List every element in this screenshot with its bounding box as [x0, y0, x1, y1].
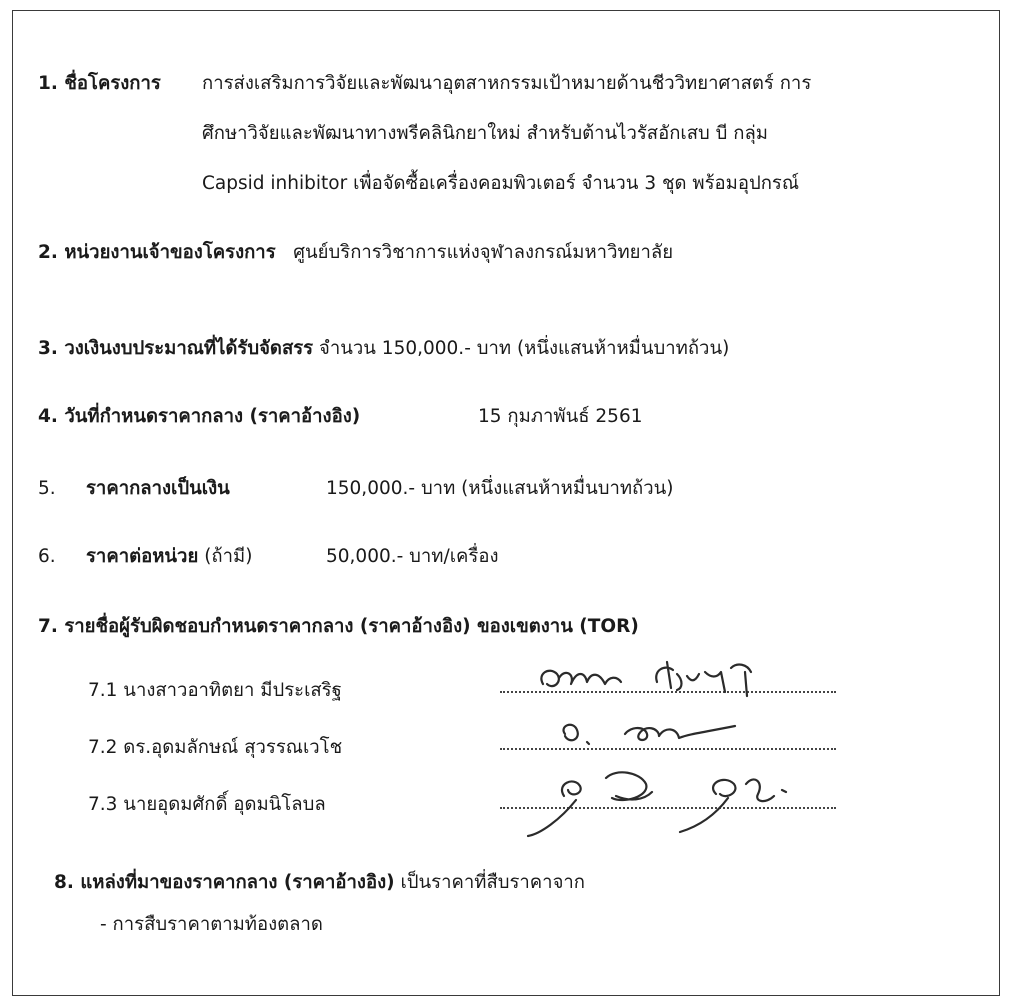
price-source-row	[54, 870, 585, 896]
budget-value: จำนวน 150,000.- บาท (หนึ่งแสนห้าหมื่นบาทถ้วน)	[319, 338, 730, 359]
committee-member-2: 7.2 ดร.อุดมลักษณ์ สุวรรณเวโช	[88, 737, 343, 758]
unit-price-label: ราคาต่อหน่วย	[86, 546, 199, 567]
project-owner-value: ศูนย์บริการวิชาการแห่งจุฬาลงกรณ์มหาวิทยาลัย	[293, 242, 674, 263]
price-source-label: 8. แหล่งที่มาของราคากลาง (ราคาอ้างอิง)	[54, 872, 395, 893]
project-name-line-3: Capsid inhibitor เพื่อจัดซื้อเครื่องคอมพิวเตอร์ จำนวน 3 ชุด พร้อมอุปกรณ์	[202, 173, 800, 194]
reference-date-label: 4. วันที่กำหนดราคากลาง (ราคาอ้างอิง)	[38, 406, 361, 427]
unit-price-label-row	[86, 544, 252, 570]
price-source-label-rest: เป็นราคาที่สืบราคาจาก	[400, 872, 586, 893]
budget-row	[38, 336, 729, 362]
unit-price-number: 6.	[38, 546, 56, 567]
budget-label: 3. วงเงินงบประมาณที่ได้รับจัดสรร	[38, 338, 314, 359]
committee-member-1: 7.1 นางสาวอาทิตยา มีประเสริฐ	[88, 680, 342, 701]
median-price-value: 150,000.- บาท (หนึ่งแสนห้าหมื่นบาทถ้วน)	[326, 478, 674, 499]
median-price-number: 5.	[38, 478, 56, 499]
unit-price-value: 50,000.- บาท/เครื่อง	[326, 546, 499, 567]
reference-date-value: 15 กุมภาพันธ์ 2561	[478, 406, 643, 427]
unit-price-label-note: (ถ้ามี)	[204, 546, 253, 567]
project-name-label: 1. ชื่อโครงการ	[38, 73, 161, 94]
project-name-line-2: ศึกษาวิจัยและพัฒนาทางพรีคลินิกยาใหม่ สำหรับต้านไวรัสอักเสบ บี กลุ่ม	[202, 123, 769, 144]
committee-heading: 7. รายชื่อผู้รับผิดชอบกำหนดราคากลาง (ราคาอ้างอิง) ของเขตงาน (TOR)	[38, 616, 639, 637]
project-owner-label: 2. หน่วยงานเจ้าของโครงการ	[38, 242, 276, 263]
project-name-line-1: การส่งเสริมการวิจัยและพัฒนาอุตสาหกรรมเป้าหมายด้านชีววิทยาศาสตร์ การ	[202, 73, 812, 94]
median-price-label: ราคากลางเป็นเงิน	[86, 478, 230, 499]
signature-3-image	[520, 760, 820, 840]
signature-2-image	[555, 712, 755, 756]
signature-1-image	[535, 652, 775, 702]
committee-member-3: 7.3 นายอุดมศักดิ์ อุดมนิโลบล	[88, 794, 326, 815]
price-source-bullet: - การสืบราคาตามท้องตลาด	[100, 914, 323, 935]
project-owner-row	[38, 240, 673, 266]
document-frame	[12, 10, 1000, 996]
